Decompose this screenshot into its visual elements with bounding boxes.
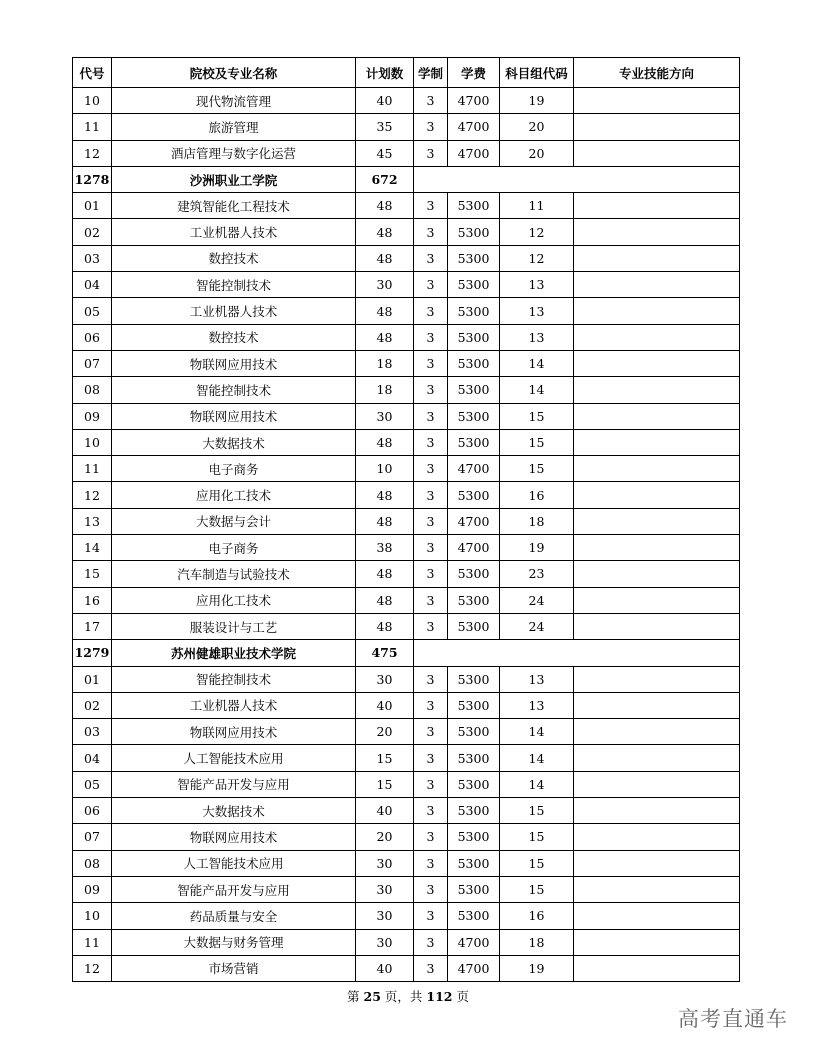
major-name: 物联网应用技术 — [112, 350, 356, 376]
major-code: 03 — [73, 245, 112, 271]
major-name: 工业机器人技术 — [112, 219, 356, 245]
table-row — [73, 350, 740, 376]
tuition-fee: 5300 — [448, 377, 500, 403]
skill-direction — [574, 929, 740, 955]
plan-count: 18 — [356, 377, 414, 403]
plan-count: 48 — [356, 298, 414, 324]
plan-count: 30 — [356, 403, 414, 429]
tuition-fee: 5300 — [448, 903, 500, 929]
plan-count: 18 — [356, 350, 414, 376]
major-name: 物联网应用技术 — [112, 403, 356, 429]
major-name: 应用化工技术 — [112, 482, 356, 508]
subject-group-code: 24 — [500, 613, 574, 639]
footer-total-pages: 112 — [426, 989, 453, 1004]
study-years: 3 — [414, 692, 448, 718]
plan-count: 48 — [356, 482, 414, 508]
table-row — [73, 666, 740, 692]
major-name: 智能控制技术 — [112, 272, 356, 298]
plan-count: 48 — [356, 193, 414, 219]
tuition-fee: 5300 — [448, 824, 500, 850]
table-row — [73, 798, 740, 824]
plan-count: 38 — [356, 535, 414, 561]
major-name: 电子商务 — [112, 535, 356, 561]
plan-count: 30 — [356, 929, 414, 955]
subject-group-code: 12 — [500, 245, 574, 271]
skill-direction — [574, 456, 740, 482]
tuition-fee: 5300 — [448, 745, 500, 771]
tuition-fee: 5300 — [448, 429, 500, 455]
subject-group-code: 14 — [500, 745, 574, 771]
table-row — [73, 561, 740, 587]
plan-count: 40 — [356, 88, 414, 114]
tuition-fee: 5300 — [448, 324, 500, 350]
study-years: 3 — [414, 429, 448, 455]
study-years: 3 — [414, 272, 448, 298]
major-name: 人工智能技术应用 — [112, 850, 356, 876]
study-years: 3 — [414, 535, 448, 561]
study-years: 3 — [414, 561, 448, 587]
major-code: 12 — [73, 140, 112, 166]
major-code: 11 — [73, 929, 112, 955]
study-years: 3 — [414, 88, 448, 114]
study-years: 3 — [414, 876, 448, 902]
tuition-fee: 5300 — [448, 719, 500, 745]
study-years: 3 — [414, 377, 448, 403]
major-name: 大数据技术 — [112, 429, 356, 455]
table-row — [73, 613, 740, 639]
skill-direction — [574, 692, 740, 718]
study-years: 3 — [414, 456, 448, 482]
skill-direction — [574, 298, 740, 324]
major-name: 药品质量与安全 — [112, 903, 356, 929]
major-name: 大数据与会计 — [112, 508, 356, 534]
skill-direction — [574, 377, 740, 403]
study-years: 3 — [414, 850, 448, 876]
study-years: 3 — [414, 903, 448, 929]
skill-direction — [574, 140, 740, 166]
table-row — [73, 745, 740, 771]
table-row — [73, 298, 740, 324]
school-row-blank — [414, 640, 740, 666]
study-years: 3 — [414, 613, 448, 639]
study-years: 3 — [414, 666, 448, 692]
major-code: 01 — [73, 193, 112, 219]
header-plan: 计划数 — [356, 58, 414, 88]
plan-count: 20 — [356, 824, 414, 850]
tuition-fee: 5300 — [448, 403, 500, 429]
footer-prefix: 第 — [347, 989, 360, 1004]
plan-count: 30 — [356, 903, 414, 929]
subject-group-code: 11 — [500, 193, 574, 219]
school-name: 苏州健雄职业技术学院 — [112, 640, 356, 666]
study-years: 3 — [414, 403, 448, 429]
plan-count: 30 — [356, 850, 414, 876]
subject-group-code: 18 — [500, 929, 574, 955]
major-name: 智能控制技术 — [112, 377, 356, 403]
plan-count: 48 — [356, 324, 414, 350]
subject-group-code: 15 — [500, 456, 574, 482]
tuition-fee: 5300 — [448, 666, 500, 692]
footer-page-number: 25 — [363, 989, 381, 1004]
plan-count: 48 — [356, 561, 414, 587]
tuition-fee: 5300 — [448, 298, 500, 324]
major-name: 智能产品开发与应用 — [112, 771, 356, 797]
major-code: 08 — [73, 377, 112, 403]
major-name: 工业机器人技术 — [112, 298, 356, 324]
footer-middle: 页，共 — [384, 989, 423, 1004]
major-name: 大数据技术 — [112, 798, 356, 824]
skill-direction — [574, 613, 740, 639]
plan-count: 40 — [356, 692, 414, 718]
major-name: 工业机器人技术 — [112, 692, 356, 718]
major-name: 物联网应用技术 — [112, 719, 356, 745]
tuition-fee: 4700 — [448, 929, 500, 955]
subject-group-code: 14 — [500, 350, 574, 376]
major-code: 07 — [73, 350, 112, 376]
plan-count: 48 — [356, 508, 414, 534]
tuition-fee: 5300 — [448, 561, 500, 587]
major-code: 06 — [73, 324, 112, 350]
subject-group-code: 19 — [500, 535, 574, 561]
major-name: 物联网应用技术 — [112, 824, 356, 850]
plan-count: 35 — [356, 114, 414, 140]
study-years: 3 — [414, 955, 448, 981]
plan-count: 20 — [356, 719, 414, 745]
table-row — [73, 324, 740, 350]
major-name: 市场营销 — [112, 955, 356, 981]
study-years: 3 — [414, 350, 448, 376]
header-subject-group: 科目组代码 — [500, 58, 574, 88]
tuition-fee: 4700 — [448, 508, 500, 534]
skill-direction — [574, 798, 740, 824]
major-code: 08 — [73, 850, 112, 876]
table-header-row — [73, 58, 740, 88]
skill-direction — [574, 114, 740, 140]
major-name: 建筑智能化工程技术 — [112, 193, 356, 219]
major-code: 03 — [73, 719, 112, 745]
major-code: 05 — [73, 298, 112, 324]
skill-direction — [574, 482, 740, 508]
major-code: 17 — [73, 613, 112, 639]
subject-group-code: 24 — [500, 587, 574, 613]
plan-count: 48 — [356, 245, 414, 271]
subject-group-code: 14 — [500, 771, 574, 797]
subject-group-code: 19 — [500, 88, 574, 114]
plan-count: 40 — [356, 955, 414, 981]
school-row — [73, 166, 740, 192]
skill-direction — [574, 272, 740, 298]
school-plan-total: 672 — [356, 166, 414, 192]
subject-group-code: 12 — [500, 219, 574, 245]
major-name: 智能产品开发与应用 — [112, 876, 356, 902]
header-code: 代号 — [73, 58, 112, 88]
table-row — [73, 429, 740, 455]
skill-direction — [574, 350, 740, 376]
tuition-fee: 4700 — [448, 456, 500, 482]
major-name: 数控技术 — [112, 245, 356, 271]
school-name: 沙洲职业工学院 — [112, 166, 356, 192]
tuition-fee: 5300 — [448, 350, 500, 376]
footer-suffix: 页 — [456, 989, 469, 1004]
plan-count: 48 — [356, 587, 414, 613]
study-years: 3 — [414, 798, 448, 824]
plan-count: 15 — [356, 745, 414, 771]
skill-direction — [574, 745, 740, 771]
subject-group-code: 16 — [500, 903, 574, 929]
subject-group-code: 14 — [500, 719, 574, 745]
tuition-fee: 5300 — [448, 193, 500, 219]
skill-direction — [574, 324, 740, 350]
tuition-fee: 5300 — [448, 219, 500, 245]
table-row — [73, 482, 740, 508]
subject-group-code: 13 — [500, 666, 574, 692]
subject-group-code: 15 — [500, 824, 574, 850]
major-code: 10 — [73, 903, 112, 929]
study-years: 3 — [414, 298, 448, 324]
study-years: 3 — [414, 587, 448, 613]
tuition-fee: 5300 — [448, 850, 500, 876]
major-name: 人工智能技术应用 — [112, 745, 356, 771]
plan-count: 15 — [356, 771, 414, 797]
skill-direction — [574, 403, 740, 429]
tuition-fee: 4700 — [448, 140, 500, 166]
plan-count: 10 — [356, 456, 414, 482]
study-years: 3 — [414, 745, 448, 771]
skill-direction — [574, 955, 740, 981]
study-years: 3 — [414, 324, 448, 350]
skill-direction — [574, 561, 740, 587]
tuition-fee: 5300 — [448, 771, 500, 797]
major-code: 13 — [73, 508, 112, 534]
table-row — [73, 903, 740, 929]
subject-group-code: 15 — [500, 876, 574, 902]
study-years: 3 — [414, 245, 448, 271]
major-name: 汽车制造与试验技术 — [112, 561, 356, 587]
table-row — [73, 377, 740, 403]
major-code: 12 — [73, 955, 112, 981]
subject-group-code: 23 — [500, 561, 574, 587]
major-name: 数控技术 — [112, 324, 356, 350]
skill-direction — [574, 193, 740, 219]
plan-count: 30 — [356, 876, 414, 902]
table-row — [73, 219, 740, 245]
major-code: 12 — [73, 482, 112, 508]
major-name: 智能控制技术 — [112, 666, 356, 692]
major-code: 02 — [73, 692, 112, 718]
tuition-fee: 5300 — [448, 613, 500, 639]
skill-direction — [574, 850, 740, 876]
header-name: 院校及专业名称 — [112, 58, 356, 88]
table-row — [73, 193, 740, 219]
skill-direction — [574, 903, 740, 929]
major-name: 大数据与财务管理 — [112, 929, 356, 955]
subject-group-code: 18 — [500, 508, 574, 534]
subject-group-code: 19 — [500, 955, 574, 981]
subject-group-code: 20 — [500, 114, 574, 140]
table-row — [73, 587, 740, 613]
tuition-fee: 5300 — [448, 876, 500, 902]
tuition-fee: 5300 — [448, 692, 500, 718]
major-name: 旅游管理 — [112, 114, 356, 140]
skill-direction — [574, 587, 740, 613]
table-row — [73, 955, 740, 981]
plan-count: 48 — [356, 219, 414, 245]
major-code: 04 — [73, 272, 112, 298]
subject-group-code: 14 — [500, 377, 574, 403]
tuition-fee: 5300 — [448, 245, 500, 271]
subject-group-code: 13 — [500, 692, 574, 718]
study-years: 3 — [414, 140, 448, 166]
major-code: 10 — [73, 88, 112, 114]
table-row — [73, 508, 740, 534]
tuition-fee: 4700 — [448, 535, 500, 561]
subject-group-code: 20 — [500, 140, 574, 166]
major-code: 04 — [73, 745, 112, 771]
table-row — [73, 692, 740, 718]
school-plan-total: 475 — [356, 640, 414, 666]
major-code: 01 — [73, 666, 112, 692]
table-row — [73, 456, 740, 482]
major-name: 服装设计与工艺 — [112, 613, 356, 639]
school-row-blank — [414, 166, 740, 192]
major-code: 14 — [73, 535, 112, 561]
major-code: 09 — [73, 876, 112, 902]
watermark: 高考直通车 — [678, 1007, 788, 1031]
subject-group-code: 13 — [500, 324, 574, 350]
tuition-fee: 5300 — [448, 482, 500, 508]
study-years: 3 — [414, 482, 448, 508]
major-name: 酒店管理与数字化运营 — [112, 140, 356, 166]
skill-direction — [574, 771, 740, 797]
header-skill-direction: 专业技能方向 — [574, 58, 740, 88]
major-name: 现代物流管理 — [112, 88, 356, 114]
plan-count: 45 — [356, 140, 414, 166]
table-row — [73, 824, 740, 850]
major-code: 10 — [73, 429, 112, 455]
subject-group-code: 16 — [500, 482, 574, 508]
header-years: 学制 — [414, 58, 448, 88]
major-name: 应用化工技术 — [112, 587, 356, 613]
major-code: 09 — [73, 403, 112, 429]
subject-group-code: 15 — [500, 403, 574, 429]
table-row — [73, 771, 740, 797]
skill-direction — [574, 88, 740, 114]
skill-direction — [574, 666, 740, 692]
major-name: 电子商务 — [112, 456, 356, 482]
study-years: 3 — [414, 719, 448, 745]
study-years: 3 — [414, 193, 448, 219]
plan-count: 40 — [356, 798, 414, 824]
table-row — [73, 114, 740, 140]
table-row — [73, 88, 740, 114]
study-years: 3 — [414, 508, 448, 534]
study-years: 3 — [414, 771, 448, 797]
skill-direction — [574, 219, 740, 245]
table-row — [73, 272, 740, 298]
study-years: 3 — [414, 114, 448, 140]
subject-group-code: 13 — [500, 298, 574, 324]
major-code: 16 — [73, 587, 112, 613]
subject-group-code: 15 — [500, 850, 574, 876]
tuition-fee: 4700 — [448, 114, 500, 140]
plan-count: 30 — [356, 666, 414, 692]
study-years: 3 — [414, 824, 448, 850]
school-row — [73, 640, 740, 666]
skill-direction — [574, 876, 740, 902]
major-code: 05 — [73, 771, 112, 797]
tuition-fee: 4700 — [448, 955, 500, 981]
study-years: 3 — [414, 219, 448, 245]
tuition-fee: 5300 — [448, 798, 500, 824]
enrollment-plan-table — [72, 57, 740, 982]
school-code: 1279 — [73, 640, 112, 666]
skill-direction — [574, 245, 740, 271]
major-code: 06 — [73, 798, 112, 824]
school-code: 1278 — [73, 166, 112, 192]
plan-count: 48 — [356, 613, 414, 639]
table-row — [73, 929, 740, 955]
skill-direction — [574, 508, 740, 534]
plan-count: 30 — [356, 272, 414, 298]
table-row — [73, 403, 740, 429]
table-row — [73, 876, 740, 902]
subject-group-code: 13 — [500, 272, 574, 298]
skill-direction — [574, 824, 740, 850]
skill-direction — [574, 719, 740, 745]
skill-direction — [574, 429, 740, 455]
table-row — [73, 140, 740, 166]
study-years: 3 — [414, 929, 448, 955]
major-code: 15 — [73, 561, 112, 587]
tuition-fee: 5300 — [448, 587, 500, 613]
tuition-fee: 4700 — [448, 88, 500, 114]
table-row — [73, 245, 740, 271]
subject-group-code: 15 — [500, 798, 574, 824]
header-fee: 学费 — [448, 58, 500, 88]
major-code: 11 — [73, 114, 112, 140]
subject-group-code: 15 — [500, 429, 574, 455]
skill-direction — [574, 535, 740, 561]
table-row — [73, 535, 740, 561]
major-code: 02 — [73, 219, 112, 245]
table-row — [73, 719, 740, 745]
tuition-fee: 5300 — [448, 272, 500, 298]
table-row — [73, 850, 740, 876]
plan-count: 48 — [356, 429, 414, 455]
major-code: 11 — [73, 456, 112, 482]
major-code: 07 — [73, 824, 112, 850]
